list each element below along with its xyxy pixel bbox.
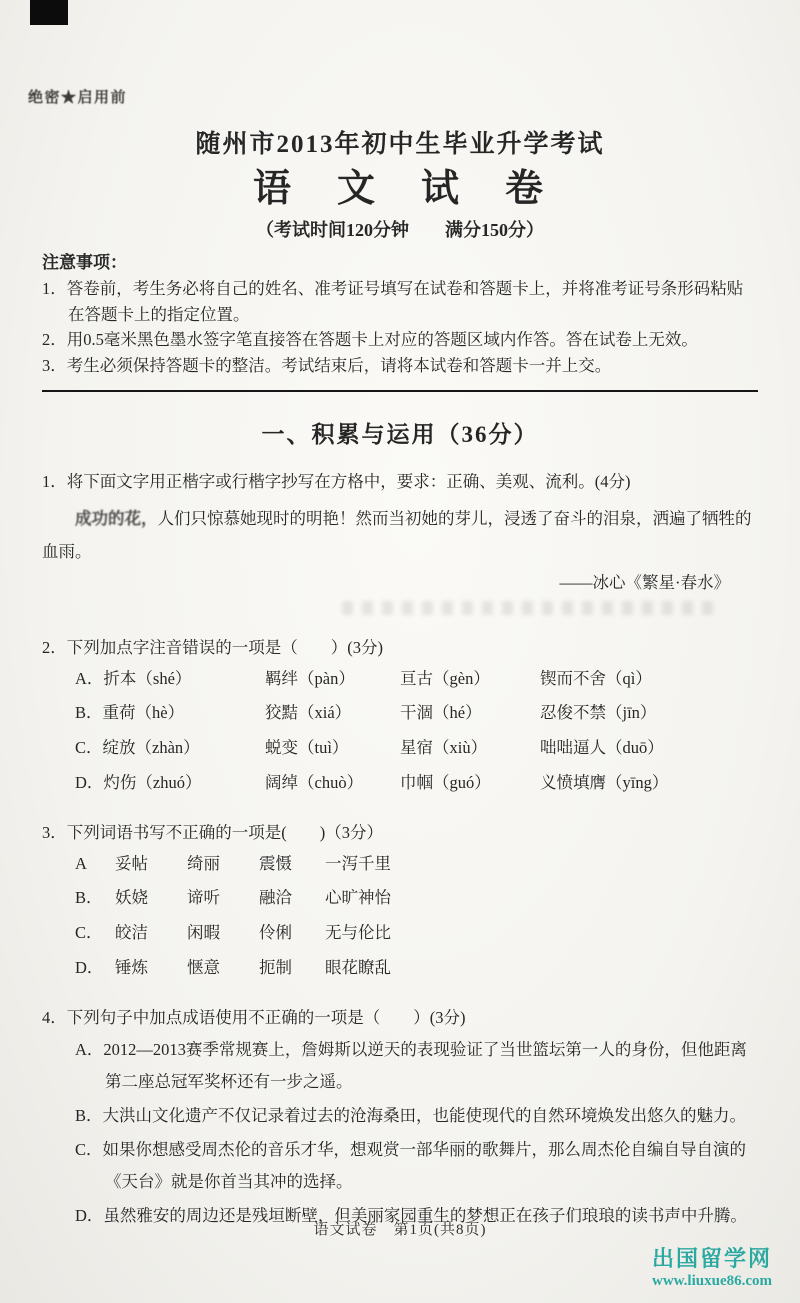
option-item: 闲暇 [187, 922, 220, 942]
option-label: C． [75, 737, 103, 757]
option-paragraph [75, 1100, 758, 1132]
option-row [75, 847, 758, 882]
option-label: D． [75, 957, 104, 977]
option-item: 心旷神怡 [325, 888, 391, 908]
question-2-options [75, 662, 758, 801]
section-divider [42, 390, 758, 392]
watermark-site-name: 出国留学网 [651, 1246, 772, 1271]
option-item: 羁绊（pàn） [265, 668, 355, 688]
notice-heading: 注意事项： [42, 252, 127, 272]
option-row [75, 951, 758, 986]
option-item: 绽放（zhàn） [102, 737, 200, 757]
notice-item: 3．考生必须保持答题卡的整洁。考试结束后，请将本试卷和答题卡一并上交。 [42, 355, 612, 375]
option-item: 妖娆 [115, 888, 148, 908]
option-item: 灼伤（zhuó） [103, 772, 202, 792]
option-item: 伶俐 [259, 922, 292, 942]
quote-smudged-text: 成功的花， [75, 508, 158, 528]
reverse-side-bleed-artifact [342, 601, 718, 615]
option-item: 亘古（gèn） [400, 668, 490, 688]
option-item: 皎洁 [115, 922, 148, 942]
option-item: 咄咄逼人（duō） [540, 737, 664, 757]
question-3-options [75, 847, 758, 986]
option-item: 义愤填膺（yīng） [540, 772, 669, 792]
option-item: 蜕变（tuì） [265, 737, 349, 757]
option-row [75, 916, 758, 951]
exam-title: 随州市2013年初中生毕业升学考试 [195, 131, 605, 158]
option-item: 阔绰（chuò） [265, 772, 364, 792]
option-item: 惬意 [187, 957, 220, 977]
option-item: 锲而不舍（qì） [540, 668, 652, 688]
option-item: 谛听 [187, 888, 220, 908]
quote-attribution: ——冰心《繁星·春水》 [559, 573, 730, 593]
question-3-stem: 3．下列词语书写不正确的一项是( )（3分） [42, 823, 383, 843]
option-row [75, 881, 758, 916]
option-paragraph [75, 1034, 758, 1098]
option-label: C． [75, 1140, 103, 1160]
option-item: 锤炼 [115, 957, 148, 977]
option-label: C． [75, 922, 103, 942]
option-item: 忍俊不禁（jīn） [540, 703, 657, 723]
option-label: D． [75, 1206, 104, 1226]
paper-title: 语 文 试 卷 [252, 168, 547, 210]
notice-item: 2．用0.5毫米黑色墨水签字笔直接答在答题卡上对应的答题区域内作答。答在试卷上无效。 [42, 330, 698, 350]
option-item: 星宿（xiù） [400, 737, 488, 757]
option-label: A． [75, 1039, 104, 1059]
question-1-quote [42, 502, 758, 570]
option-item: 震慑 [259, 853, 292, 873]
section-title: 一、积累与运用（36分） [261, 422, 539, 448]
question-2-stem: 2．下列加点字注音错误的一项是（ ）(3分) [42, 638, 383, 658]
option-text: 如果你想感受周杰伦的音乐才华，想观赏一部华丽的歌舞片，那么周杰伦自编自导自演的《天台》就是你首当其冲的选择。 [102, 1140, 747, 1192]
option-item: 扼制 [259, 957, 292, 977]
page-footer: 语文试卷 第1页(共8页) [313, 1222, 487, 1238]
option-item: 干涸（hé） [400, 703, 482, 723]
option-item: 融洽 [259, 888, 292, 908]
exam-meta: （考试时间120分钟 满分150分） [256, 219, 544, 240]
option-label: D． [75, 772, 104, 792]
site-watermark [652, 1246, 772, 1290]
option-item: 无与伦比 [325, 922, 391, 942]
notice-block [42, 250, 758, 379]
option-row [75, 731, 758, 766]
option-label: A． [75, 668, 104, 688]
option-label: B． [75, 888, 103, 908]
option-item: 狡黠（xiá） [265, 703, 352, 723]
question-4-stem: 4．下列句子中加点成语使用不正确的一项是（ ）(3分) [42, 1008, 466, 1028]
option-row [75, 766, 758, 801]
option-item: 绮丽 [187, 853, 220, 873]
option-text: 虽然雅安的周边还是残垣断壁，但美丽家园重生的梦想正在孩子们琅琅的读书声中升腾。 [103, 1206, 747, 1226]
option-item: 重荷（hè） [102, 703, 185, 723]
option-item: 折本（shé） [103, 668, 192, 688]
notice-item: 1．答卷前，考生务必将自己的姓名、准考证号填写在试卷和答题卡上，并将准考证号条形码粘贴在答题卡上的指定位置。 [42, 279, 744, 324]
option-label: A [75, 853, 87, 873]
option-row [75, 662, 758, 697]
watermark-site-url: www.liuxue86.com [652, 1273, 772, 1290]
quote-text: 人们只惊慕她现时的明艳！然而当初她的芽儿，浸透了奋斗的泪泉，洒遍了牺牲的血雨。 [42, 508, 752, 562]
option-item: 眼花瞭乱 [325, 957, 391, 977]
option-label: B． [75, 703, 103, 723]
option-item: 巾帼（guó） [400, 772, 491, 792]
option-paragraph [75, 1134, 758, 1198]
option-text: 2012—2013赛季常规赛上，詹姆斯以逆天的表现验证了当世篮坛第一人的身份，但他距离第二座总冠军奖杯还有一步之遥。 [103, 1039, 747, 1091]
option-label: B． [75, 1105, 103, 1125]
option-row [75, 696, 758, 731]
option-text: 大洪山文化遗产不仅记录着过去的沧海桑田，也能使现代的自然环境焕发出悠久的魅力。 [102, 1105, 747, 1125]
question-1-stem: 1．将下面文字用正楷字或行楷字抄写在方格中，要求：正确、美观、流利。(4分) [42, 472, 631, 492]
option-item: 一泻千里 [325, 853, 391, 873]
option-item: 妥帖 [115, 853, 148, 873]
security-label: 绝密★启用前 [28, 90, 128, 106]
